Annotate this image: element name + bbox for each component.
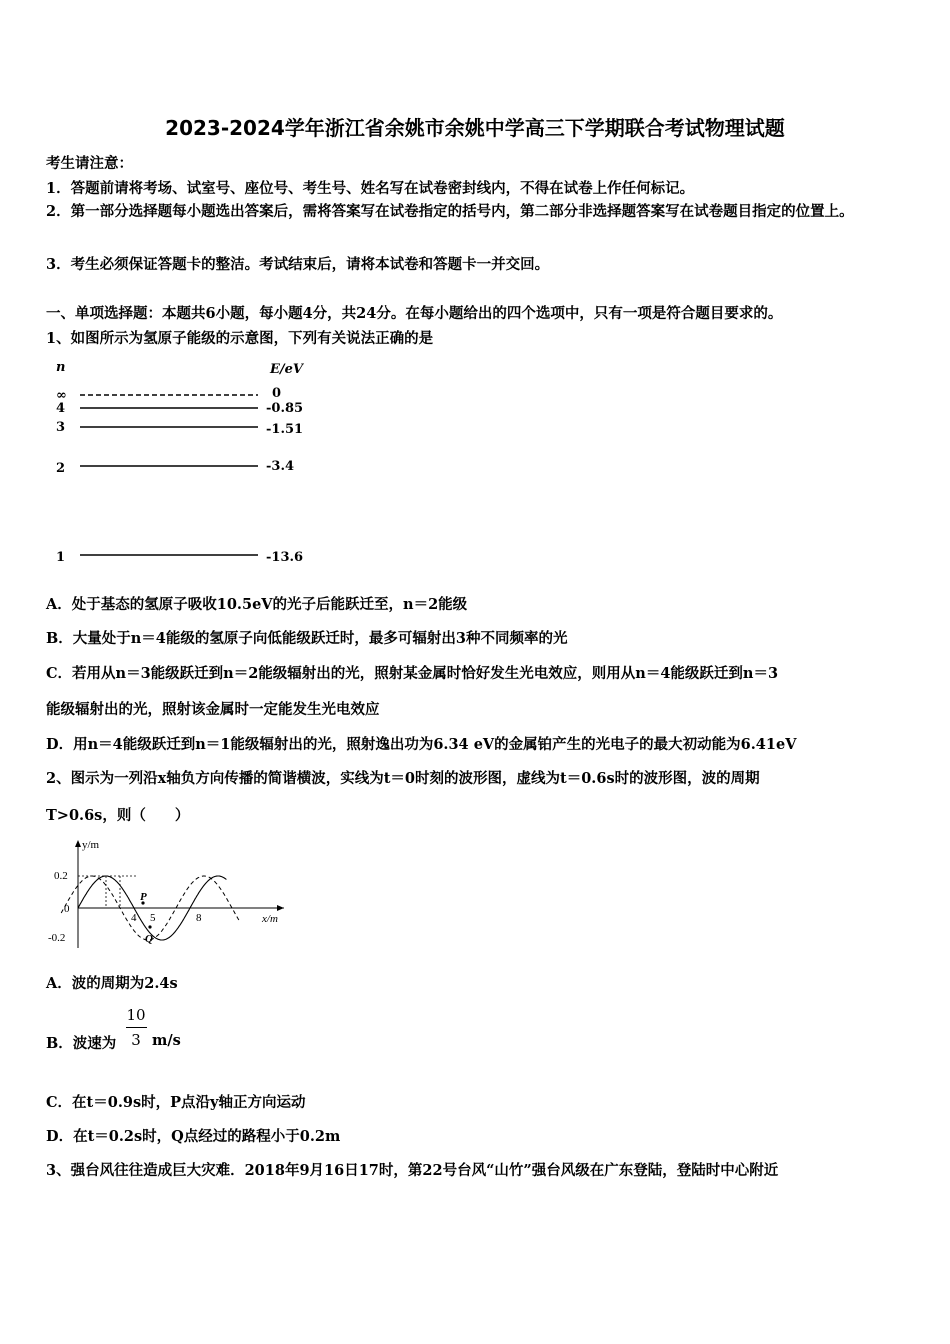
level-4-e: -0.85 [266,401,304,416]
point-p-label: P [140,891,147,903]
xtick-8: 8 [196,912,202,924]
y-axis-arrow [75,840,81,847]
fraction-numerator: 10 [126,1006,146,1024]
fraction-denominator: 3 [131,1031,141,1049]
question-3-stem: 3、强台风往往造成巨大灾难．2018年9月16日17时，第22号台风“山竹”强台风级在广东登陆，登陆时中心附近 [46,1162,779,1179]
fraction-bar [126,1027,147,1028]
level-1-e: -13.6 [266,550,304,565]
axis-n-label: n [56,360,66,375]
q1-option-a: A．处于基态的氢原子吸收10.5eV的光子后能跃迁至，n＝2能级 [46,596,468,613]
y-axis-label: y/m [82,839,100,851]
level-3-e: -1.51 [266,422,304,437]
question-2-stem-line2: T>0.6s，则（ ） [46,807,190,824]
ytick-neg: -0.2 [48,932,66,944]
q2-option-b-prefix: B．波速为 [46,1035,117,1052]
q2-option-b-unit: m/s [152,1032,181,1049]
point-q-marker [148,925,151,928]
energy-level-diagram [46,355,326,575]
x-axis-label: x/m [262,913,278,925]
axis-e-label: E/eV [270,362,304,377]
question-2-stem-line1: 2、图示为一列沿x轴负方向传播的简谐横波，实线为t＝0时刻的波形图，虚线为t＝0.6s时的波形图，波的周期 [46,770,760,787]
section-heading: 一、单项选择题：本题共6小题，每小题4分，共24分。在每小题给出的四个选项中，只有一项是符合题目要求的。 [46,305,783,322]
q1-option-d: D．用n＝4能级跃迁到n＝1能级辐射出的光，照射逸出功为6.34 eV的金属铂产生的光电子的最大初动能为6.41eV [46,736,797,753]
point-q-label: Q [145,933,153,945]
xtick-5: 5 [150,912,156,924]
q1-option-c-line2: 能级辐射出的光，照射该金属时一定能发生光电效应 [46,701,380,718]
q1-option-b: B．大量处于n＝4能级的氢原子向低能级跃迁时，最多可辐射出3种不同频率的光 [46,630,568,647]
level-1-n: 1 [56,550,66,565]
question-1-stem: 1、如图所示为氢原子能级的示意图，下列有关说法正确的是 [46,330,434,347]
page-title: 2023-2024学年浙江省余姚市余姚中学高三下学期联合考试物理试题 [165,116,785,140]
x-axis-arrow [277,905,284,911]
q1-option-c-line1: C．若用从n＝3能级跃迁到n＝2能级辐射出的光，照射某金属时恰好发生光电效应，则用从n＝4能级跃迁到n＝3 [46,665,779,682]
level-infinity-e: 0 [272,386,282,401]
q2-option-a: A．波的周期为2.4s [46,975,178,992]
ytick-pos: 0.2 [54,870,68,882]
notice-item-2: 2．第一部分选择题每小题选出答案后，需将答案写在试卷指定的括号内，第二部分非选择题答案写在试卷题目指定的位置上。 [46,203,854,220]
notice-heading: 考生请注意： [46,155,133,172]
level-infinity-n: ∞ [56,388,67,403]
origin-label: 0 [64,903,70,915]
xtick-4: 4 [131,912,137,924]
q2-option-c: C．在t＝0.9s时，P点沿y轴正方向运动 [46,1094,306,1111]
level-3-n: 3 [56,420,66,435]
level-4-n: 4 [56,401,66,416]
wave-graph [46,836,296,952]
level-2-n: 2 [56,461,66,476]
level-2-e: -3.4 [266,459,295,474]
notice-item-1: 1．答题前请将考场、试室号、座位号、考生号、姓名写在试卷密封线内，不得在试卷上作任何标记。 [46,180,695,197]
q2-option-d: D．在t＝0.2s时，Q点经过的路程小于0.2m [46,1128,341,1145]
notice-item-3: 3．考生必须保证答题卡的整洁。考试结束后，请将本试卷和答题卡一并交回。 [46,256,550,273]
